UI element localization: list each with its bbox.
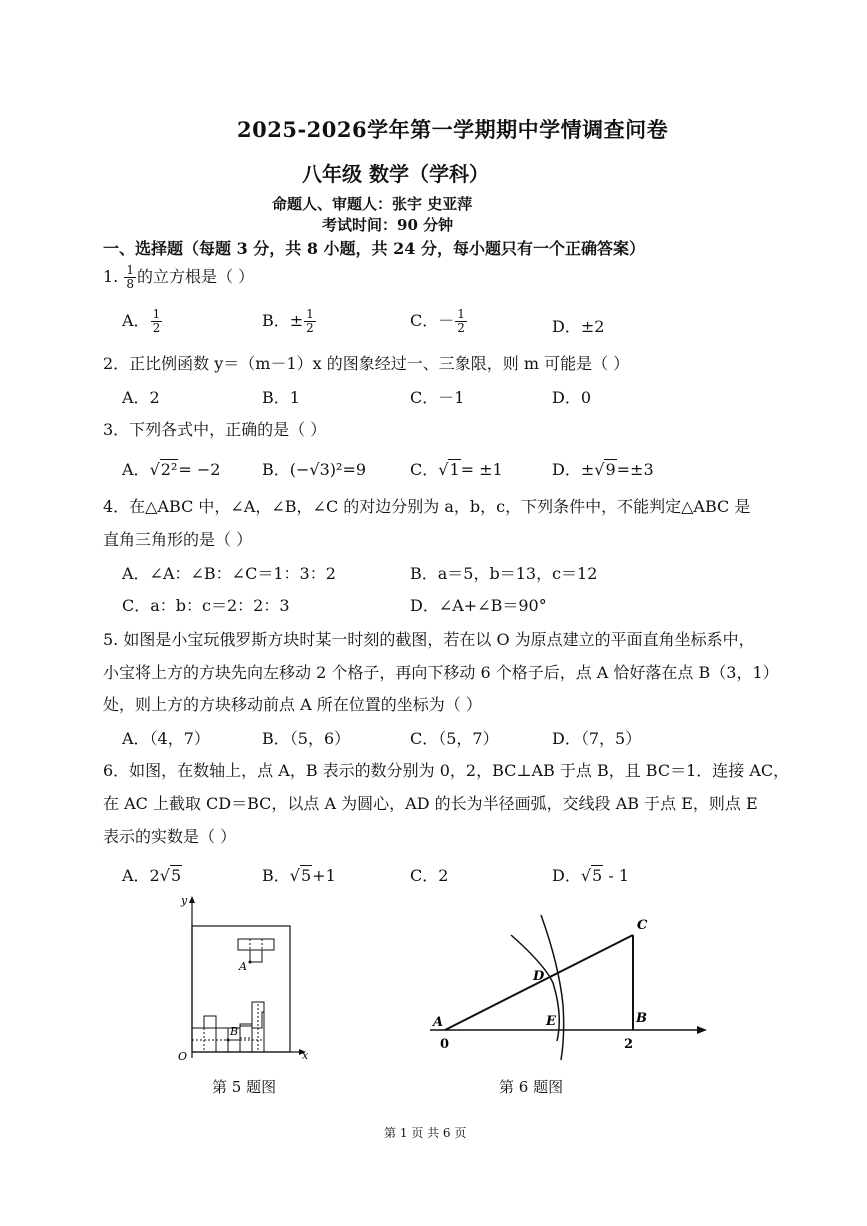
question-4-line-2: 直角三角形的是（ ） <box>103 530 253 549</box>
q2-option-d: D．0 <box>552 388 592 407</box>
q5-option-a: A．（4，7） <box>122 729 210 748</box>
q5-option-c: C．（5，7） <box>410 729 499 748</box>
fig5-label-x: x <box>302 1049 309 1062</box>
q4-option-d: D．∠A+∠B＝90° <box>410 596 547 615</box>
question-5-line-3: 处，则上方的方块移动前点 A 所在位置的坐标为（ ） <box>103 695 482 714</box>
q6-option-a: A．2√5 <box>122 866 182 885</box>
exam-time: 考试时间：90 分钟 <box>322 216 454 234</box>
q2-option-a: A．2 <box>122 388 160 407</box>
fig6-label-c: C <box>637 918 648 933</box>
fig5-y-arrow <box>189 896 195 903</box>
question-2: 2．正比例函数 y＝（m－1）x 的图象经过一、三象限，则 m 可能是（ ） <box>103 354 630 373</box>
q3-option-c: C．√1= ±1 <box>410 460 503 479</box>
q4-option-c: C．a：b：c＝2：2：3 <box>122 596 290 615</box>
fig5-stack-2 <box>204 1016 216 1028</box>
q6-option-c: C．2 <box>410 866 449 885</box>
q5-option-d: D．（7，5） <box>552 729 642 748</box>
fig6-arc-a <box>541 915 564 1060</box>
q1-option-d: D．±2 <box>552 317 605 336</box>
q3-option-b: B．(−√3)²=9 <box>262 460 367 479</box>
fig6-label-two: 2 <box>624 1037 634 1052</box>
fig6-label-e: E <box>546 1014 556 1029</box>
question-5-line-2: 小宝将上方的方块先向左移动 2 个格子，再向下移动 6 个格子后，点 A 恰好落在点 B（3，1） <box>103 663 779 682</box>
fig6-label-b: B <box>636 1011 647 1026</box>
fig5-frame <box>192 926 290 1052</box>
q2-option-c: C．－1 <box>410 388 465 407</box>
fig5-label-b: B <box>230 1025 239 1038</box>
fig6-label-zero: 0 <box>440 1037 450 1052</box>
figure-6 <box>425 905 715 1065</box>
fig5-point-b <box>227 1039 230 1042</box>
q3-option-a: A．√2²= −2 <box>122 460 221 479</box>
q6-option-d: D．√5 - 1 <box>552 866 629 885</box>
question-6-line-2: 在 AC 上截取 CD＝BC，以点 A 为圆心，AD 的长为半径画弧，交线段 AB 于点 E，则点 E <box>103 794 758 813</box>
fig5-label-a: A <box>239 960 247 973</box>
fig6-arrow <box>697 1026 707 1034</box>
question-5-line-1: 5. 如图是小宝玩俄罗斯方块时某一时刻的截图，若在以 O 为原点建立的平面直角坐标系中， <box>103 630 755 649</box>
page-footer: 第 1 页 共 6 页 <box>384 1126 467 1140</box>
q6-option-b: B．√5+1 <box>262 866 336 885</box>
question-1 <box>103 264 254 291</box>
section-heading: 一、选择题（每题 3 分，共 8 小题，共 24 分，每小题只有一个正确答案） <box>103 239 645 258</box>
fig6-label-a: A <box>433 1015 444 1030</box>
q3-option-d: D．±√9=±3 <box>552 460 654 479</box>
exam-subtitle: 八年级 数学（学科） <box>302 162 489 186</box>
fig5-top-block-stem <box>250 950 262 962</box>
q1-option-c: C．－ $\frac{1}{2}$ <box>410 307 465 335</box>
question-1-stem: 的立方根是（ ） <box>137 267 255 286</box>
fig5-label-o: O <box>178 1050 188 1063</box>
figure-6-caption: 第 6 题图 <box>499 1078 564 1096</box>
q2-option-b: B．1 <box>262 388 300 407</box>
question-1-number: 1. <box>103 267 119 286</box>
question-4-line-1: 4．在△ABC 中，∠A，∠B，∠C 的对边分别为 a，b，c，下列条件中，不能判定△ABC 是 <box>103 497 751 516</box>
q1-option-a: A． $\frac{1}{2}$ <box>122 307 161 335</box>
fig5-point-a <box>249 961 252 964</box>
question-6-line-1: 6．如图，在数轴上，点 A，B 表示的数分别为 0，2，BC⊥AB 于点 B，且 BC＝1．连接 AC， <box>103 761 790 780</box>
exam-setters: 命题人、审题人：张宇 史亚萍 <box>272 195 473 213</box>
fig5-top-block-bar <box>238 939 274 950</box>
q1-option-b: B．± $\frac{1}{2}$ <box>262 307 314 335</box>
figure-5 <box>170 892 320 1068</box>
q5-option-b: B．（5，6） <box>262 729 351 748</box>
fig5-label-y: y <box>181 894 188 907</box>
fig5-stack-5 <box>240 1026 252 1052</box>
question-1-fraction: $\frac{1}{8}$ <box>126 263 134 291</box>
question-6-line-3: 表示的实数是（ ） <box>103 827 237 846</box>
q4-option-a: A．∠A：∠B：∠C＝1：3：2 <box>122 564 336 583</box>
figure-5-caption: 第 5 题图 <box>212 1078 277 1096</box>
q4-option-b: B．a＝5，b＝13，c＝12 <box>410 564 598 583</box>
fig5-stack-4 <box>228 1040 240 1052</box>
exam-title: 2025-2026学年第一学期期中学情调查问卷 <box>237 117 669 142</box>
fig6-label-d: D <box>533 969 545 984</box>
question-3: 3．下列各式中，正确的是（ ） <box>103 420 327 439</box>
